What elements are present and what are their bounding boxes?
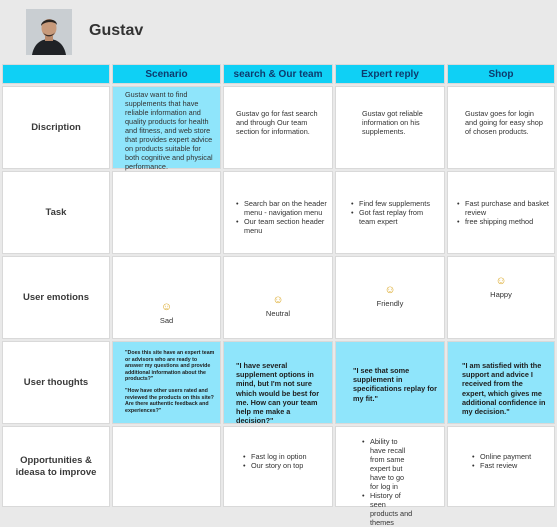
row-label-opportunities: Opportunities & ideasa to improve	[2, 426, 110, 507]
discription-expert-reply: Gustav got reliable information on his supplements.	[335, 86, 445, 169]
list-item: • Ability to have recall from same expert but have to go for log in	[362, 437, 414, 491]
list-item: • Got fast replay from team expert	[351, 208, 440, 226]
thought-shop: "I am satisfied with the support and advice I received from the expert, which gives me additional confidence in my decision."	[447, 341, 555, 424]
emotion-search	[223, 256, 333, 339]
emotion-expert-reply	[335, 256, 445, 339]
thought-quote: "How have other users rated and reviewed the products on this site? Are there authentic feedback and experiences?"	[125, 387, 214, 414]
thought-quote: "Does this site have an expert team or advisors who are ready to answer my questions and provide additional information about the products?"	[125, 350, 215, 383]
list-item: • Fast log in option	[243, 452, 328, 461]
emotion-label: Neutral	[265, 309, 291, 318]
list-item: • Online payment	[472, 452, 550, 461]
discription-search: Gustav go for fast search and through Our team section for information.	[223, 86, 333, 169]
opportunity-search	[223, 426, 333, 507]
row-label-task: Task	[2, 171, 110, 254]
emotion-label: Happy	[490, 290, 512, 299]
persona-name: Gustav	[89, 22, 144, 39]
thought-scenario	[112, 341, 221, 424]
opportunity-shop	[447, 426, 555, 507]
task-scenario	[112, 171, 221, 254]
list-item: • Fast purchase and basket review	[457, 199, 550, 217]
opportunity-scenario	[112, 426, 221, 507]
list-item: • Search bar on the header menu - navigation menu	[236, 199, 328, 217]
discription-scenario: Gustav want to find supplements that have reliable information and quality products for health and fitness, and web store that provides expert advice on products suitable for both cognitive and physical performance.	[112, 86, 221, 169]
emotion-scenario	[112, 256, 221, 339]
column-header-scenario: Scenario	[112, 64, 221, 84]
row-label-user-thoughts: User thoughts	[2, 341, 110, 424]
list-item: • Fast review	[472, 461, 550, 470]
task-search	[223, 171, 333, 254]
emotion-label: Sad	[159, 316, 174, 325]
emotion-shop	[447, 256, 555, 339]
list-item: • History of seen products and themes	[362, 491, 414, 527]
thought-expert-reply: "I see that some supplement in specifications replay for my fit."	[335, 341, 445, 424]
smiley-face-icon: ☺	[495, 275, 507, 287]
list-item: • Our story on top	[243, 461, 328, 470]
header-corner	[2, 64, 110, 84]
row-label-user-emotions: User emotions	[2, 256, 110, 339]
task-shop	[447, 171, 555, 254]
persona-photo-icon	[26, 9, 72, 55]
list-item: • free shipping method	[457, 217, 550, 226]
column-header-search: search & Our team	[223, 64, 333, 84]
row-label-discription: Discription	[2, 86, 110, 169]
smiley-face-icon: ☺	[160, 301, 173, 313]
discription-shop: Gustav goes for login and going for easy shop of chosen products.	[447, 86, 555, 169]
opportunity-expert-reply	[335, 426, 445, 527]
column-header-shop: Shop	[447, 64, 555, 84]
thought-search: "I have several supplement options in mind, but I'm not sure which would be best for me. How can your team help me make a decision?"	[223, 341, 333, 424]
column-header-expert-reply: Expert reply	[335, 64, 445, 84]
smiley-face-icon: ☺	[384, 284, 396, 296]
task-expert-reply	[335, 171, 445, 254]
list-item: • Find few supplements	[351, 199, 440, 208]
list-item: • Our team section header menu	[236, 217, 328, 235]
smiley-face-icon: ☺	[272, 294, 284, 306]
avatar	[26, 9, 72, 55]
persona-header	[0, 0, 557, 62]
emotion-label: Friendly	[376, 299, 404, 308]
